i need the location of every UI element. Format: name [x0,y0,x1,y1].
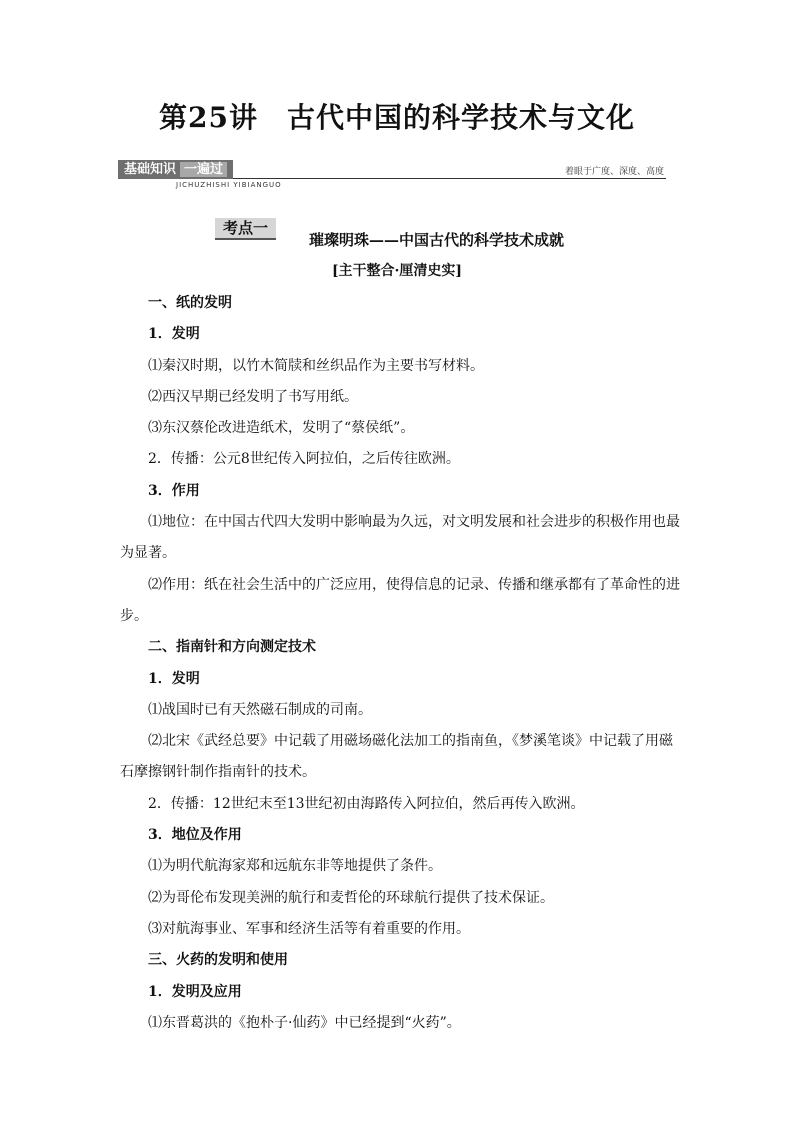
paragraph: ⑴为明代航海家郑和远航东非等地提供了条件。 [148,858,442,875]
section-heading: 二、指南针和方向测定技术 [148,639,316,656]
paragraph: ⑴秦汉时期，以竹木简牍和丝织品作为主要书写材料。 [148,357,484,374]
paragraph: ⑶对航海事业、军事和经济生活等有着重要的作用。 [148,920,470,937]
body-text [120,288,680,1039]
banner-pinyin: JICHUZHISHI YIBIANGUO [176,181,282,189]
paragraph: ⑵西汉早期已经发明了书写用纸。 [148,388,358,405]
paragraph: ⑵为哥伦布发现美洲的航行和麦哲伦的环球航行提供了技术保证。 [148,889,554,906]
paragraph: 2．传播：公元8世纪传入阿拉伯，之后传往欧洲。 [148,451,460,468]
banner-note: 着眼于广度、深度、高度 [564,167,664,177]
section-heading: 1．发明及应用 [148,983,242,1000]
section-heading: 1．发明 [148,326,200,343]
topic-header [215,218,635,249]
section-heading: 三、火药的发明和使用 [148,952,288,969]
paragraph: ⑴地位：在中国古代四大发明中影响最为久远，对文明发展和社会进步的积极作用也最为显著。 [120,514,680,562]
topic-title: 璀璨明珠——中国古代的科学技术成就 [309,231,565,249]
paragraph: ⑶东汉蔡伦改进造纸术，发明了“蔡侯纸”。 [148,420,415,437]
banner-label-main: 基础知识 [124,162,177,177]
section-heading: 一、纸的发明 [148,295,232,311]
section-heading: 3．地位及作用 [148,827,242,844]
topic-label: 考点一 [215,218,276,240]
paragraph: ⑴东晋葛洪的《抱朴子·仙药》中已经提到“火药”。 [148,1014,461,1031]
paragraph: ⑵北宋《武经总要》中记载了用磁场磁化法加工的指南鱼，《梦溪笔谈》中记载了用磁石摩擦钢针制作指南针的技术。 [120,733,673,781]
paragraph: ⑴战国时已有天然磁石制成的司南。 [148,701,372,718]
page-title: 第25讲 古代中国的科学技术与文化 [159,101,635,134]
section-banner [118,160,666,190]
section-subtitle: [主干整合·厘清史实] [331,263,463,279]
section-heading: 1．发明 [148,670,200,687]
banner-label-sub: 一遍过 [180,162,227,177]
section-heading: 3．作用 [148,482,200,499]
banner-label [118,160,233,179]
banner-divider [170,178,666,179]
paragraph: 2．传播：12世纪末至13世纪初由海路传入阿拉伯，然后再传入欧洲。 [148,795,585,812]
paragraph: ⑵作用：纸在社会生活中的广泛应用，使得信息的记录、传播和继承都有了革命性的进步。 [120,576,680,624]
